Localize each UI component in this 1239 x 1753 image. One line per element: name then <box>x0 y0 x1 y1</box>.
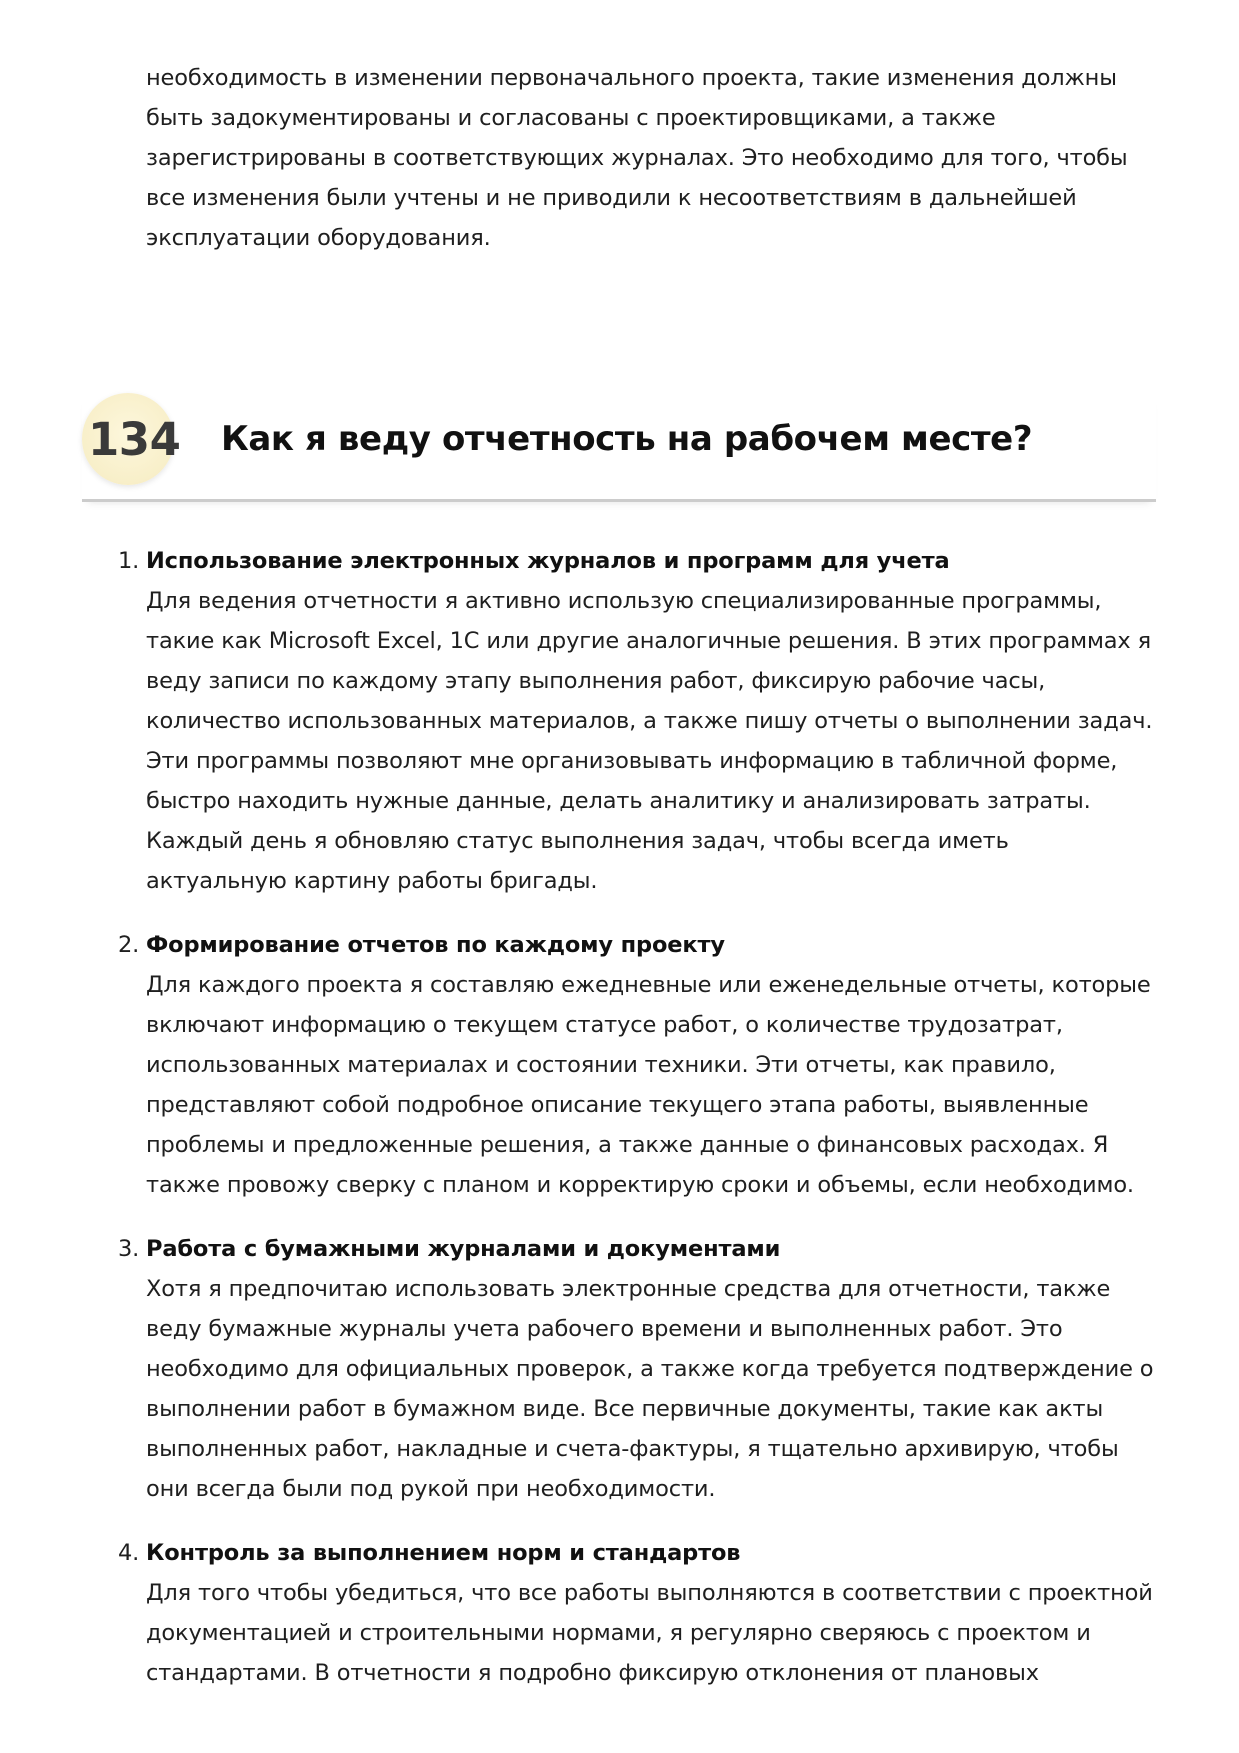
section-header <box>82 393 1156 502</box>
list-item <box>0 541 1156 901</box>
list-item-number: 1. <box>118 548 140 574</box>
intro-paragraph: необходимость в изменении первоначального проекта, такие изменения должны быть задокументированы и согласованы с проектировщиками, а также зарегистрированы в соответствующих журналах. Это необходимо для того, чтобы все изменения были учтены и не приводили к несоответствиям в дальнейшей эксплуатации оборудования. <box>146 65 1128 251</box>
list-item-body: Хотя я предпочитаю использовать электронные средства для отчетности, также веду бумажные журналы учета рабочего времени и выполненных работ. Это необходимо для официальных проверок, а также когда требуется подтверждение о выполнении работ в бумажном виде. Все первичные документы, такие как акты выполненных работ, накладные и счета-фактуры, я тщательно архивирую, чтобы они всегда были под рукой при необходимости. <box>146 1276 1154 1502</box>
answer-list <box>0 541 1239 1717</box>
list-item <box>0 925 1156 1205</box>
section-number-badge <box>82 393 181 485</box>
section-title: Как я веду отчетность на рабочем месте? <box>221 419 1033 459</box>
list-item <box>0 1229 1156 1509</box>
list-item-title: Формирование отчетов по каждому проекту <box>146 932 725 958</box>
list-item-number: 2. <box>118 932 140 958</box>
list-item-number: 4. <box>118 1540 140 1566</box>
list-item-body: Для того чтобы убедиться, что все работы выполняются в соответствии с проектной документацией и строительными нормами, я регулярно сверяюсь с проектом и стандартами. В отчетности я подробно фиксирую отклонения от плановых <box>146 1580 1153 1686</box>
list-item-body: Для каждого проекта я составляю ежедневные или еженедельные отчеты, которые включают информацию о текущем статусе работ, о количестве трудозатрат, использованных материалах и состоянии техники. Эти отчеты, как правило, представляют собой подробное описание текущего этапа работы, выявленные проблемы и предложенные решения, а также данные о финансовых расходах. Я также провожу сверку с планом и корректирую сроки и объемы, если необходимо. <box>146 972 1151 1198</box>
section-number: 134 <box>88 413 181 466</box>
list-item-title: Использование электронных журналов и программ для учета <box>146 548 950 574</box>
list-item-title: Работа с бумажными журналами и документами <box>146 1236 781 1262</box>
list-item-number: 3. <box>118 1236 140 1262</box>
list-item-body: Для ведения отчетности я активно использую специализированные программы, такие как Microsoft Excel, 1С или другие аналогичные решения. В этих программах я веду записи по каждому этапу выполнения работ, фиксирую рабочие часы, количество использованных материалов, а также пишу отчеты о выполнении задач. Эти программы позволяют мне организовывать информацию в табличной форме, быстро находить нужные данные, делать аналитику и анализировать затраты. Каждый день я обновляю статус выполнения задач, чтобы всегда иметь актуальную картину работы бригады. <box>146 588 1153 894</box>
list-item <box>0 1533 1156 1693</box>
list-item-title: Контроль за выполнением норм и стандартов <box>146 1540 741 1566</box>
